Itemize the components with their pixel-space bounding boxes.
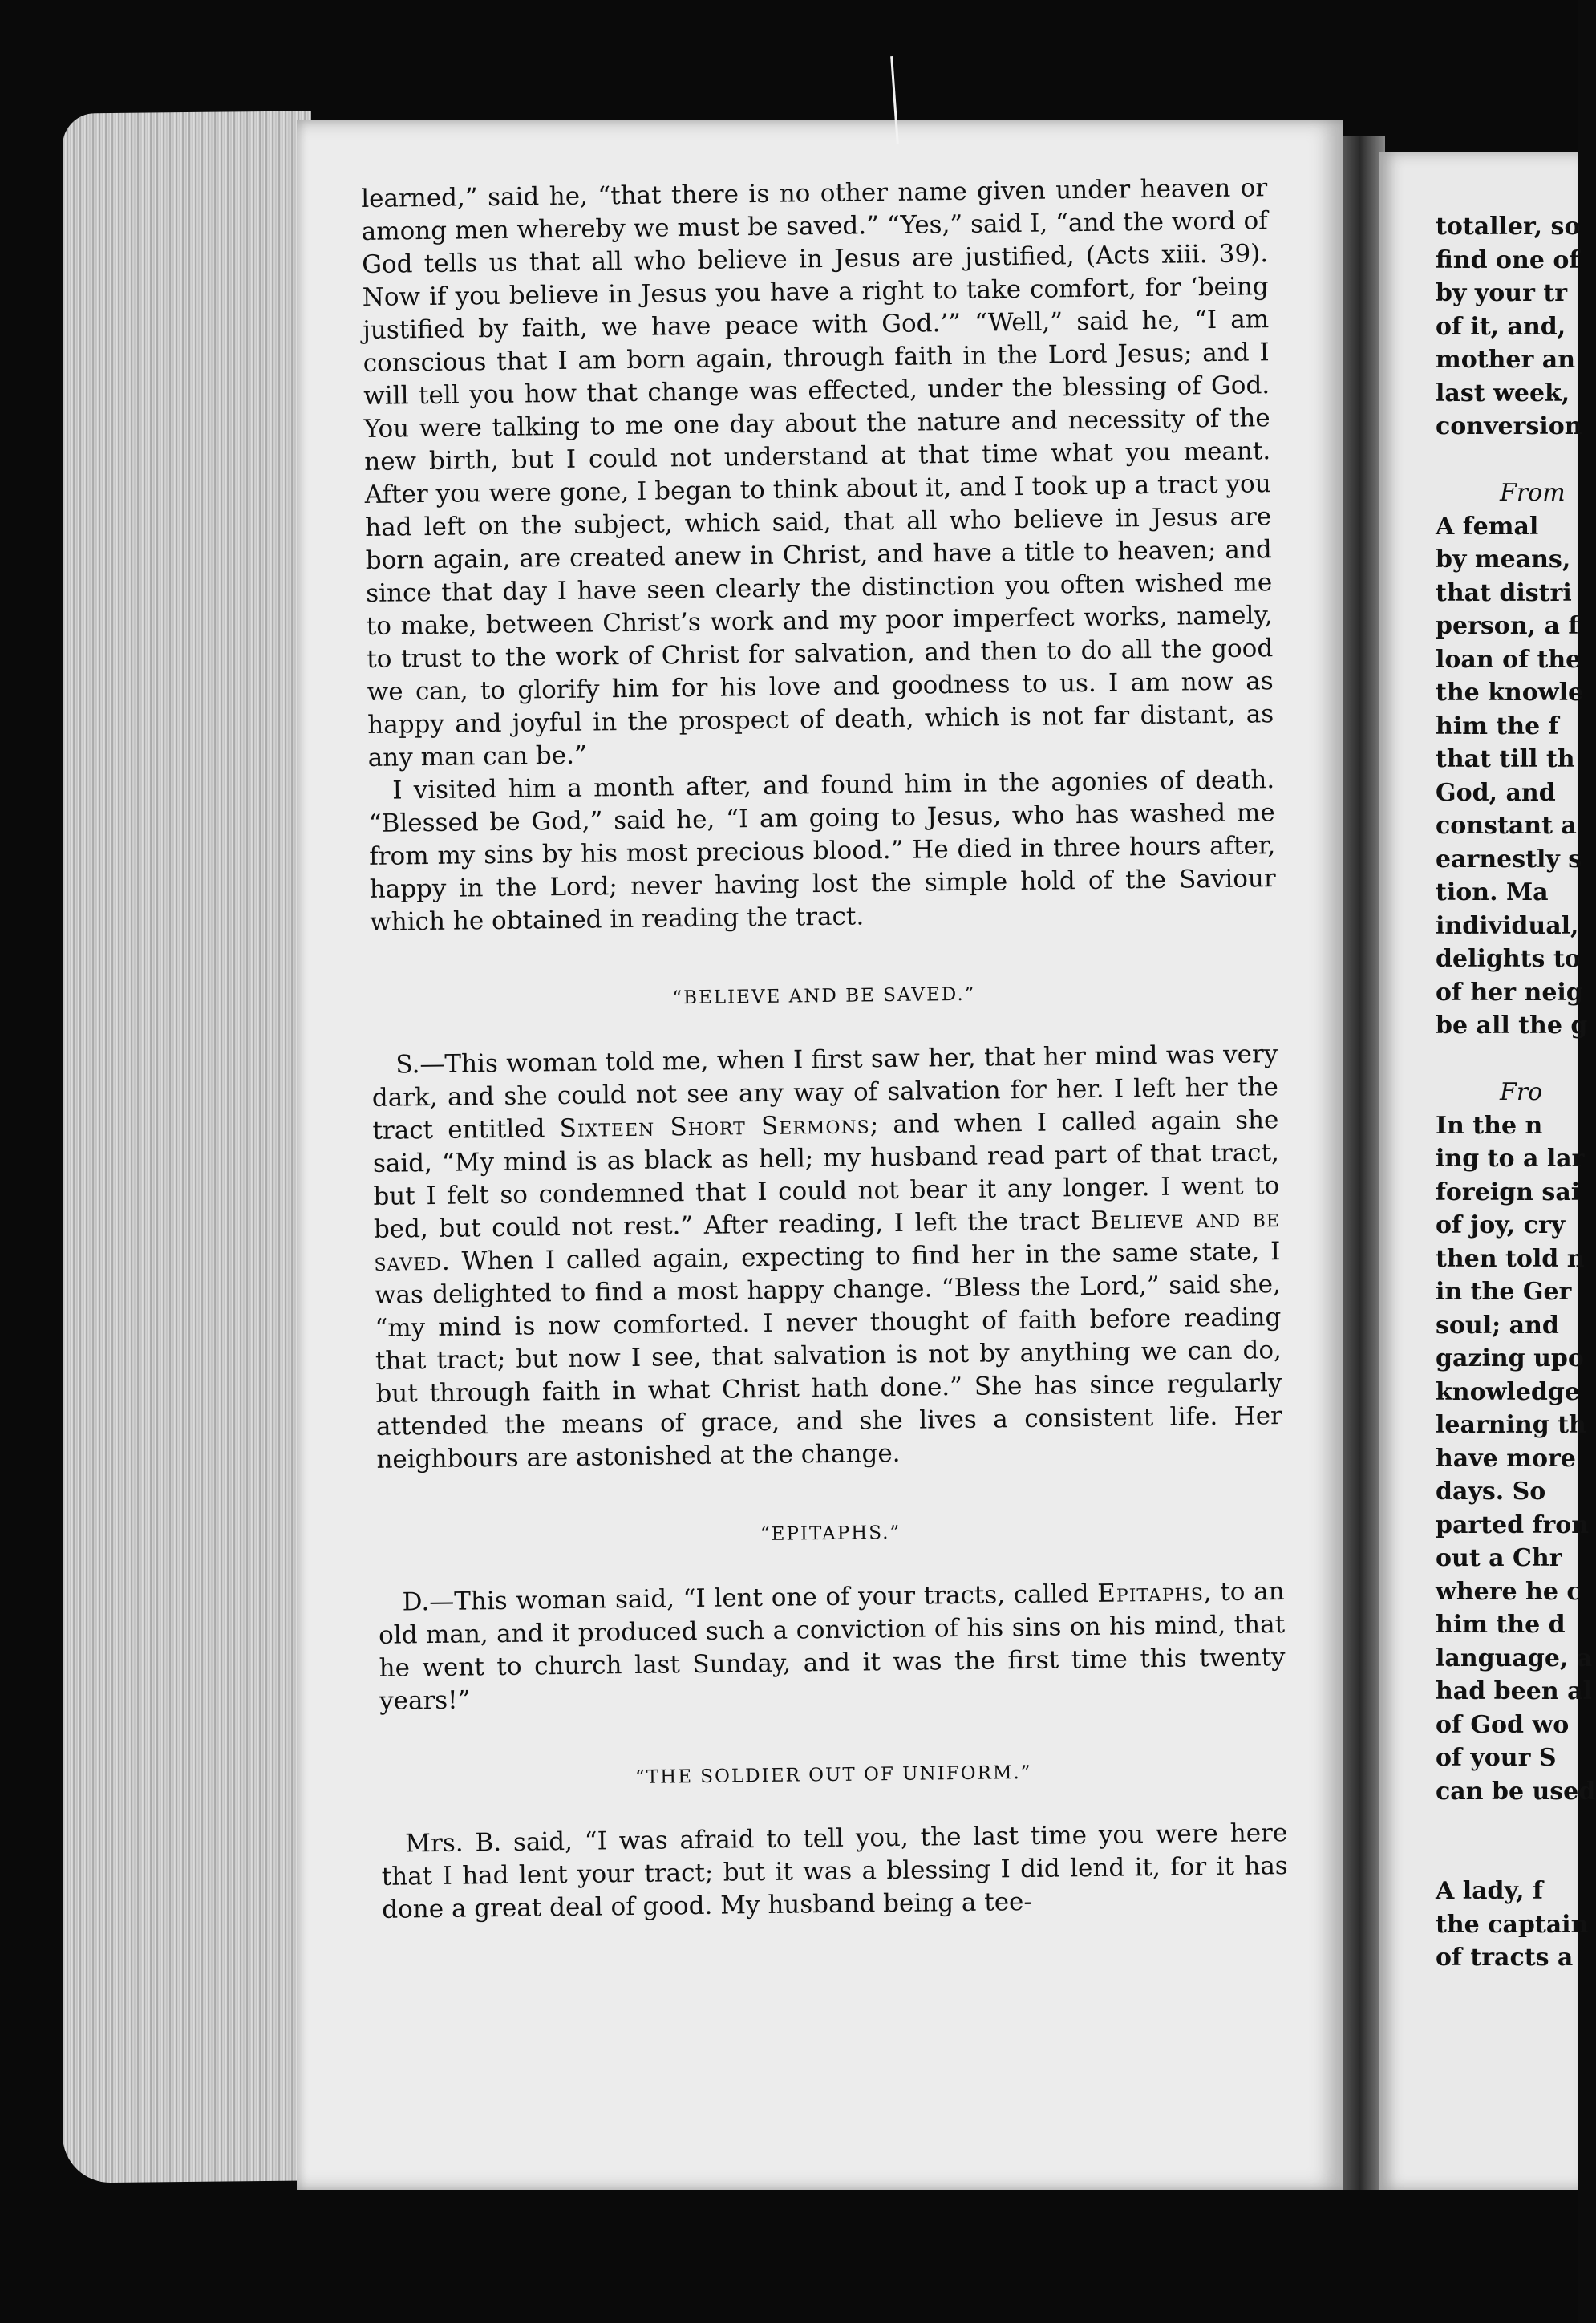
believe-text-2: ; and when I called again she said, “My mind is as black as hell; my husband read part of that tract, but I felt so condemned that I could not bear it any longer. I went to bed, but could not rest.” After reading, I left the tract: [372, 1105, 1280, 1244]
right-page-line: A femal: [1436, 512, 1539, 541]
section-heading-believe: “BELIEVE AND BE SAVED.”: [672, 983, 976, 1009]
right-page-line: mother an: [1436, 346, 1576, 374]
right-page-line: From: [1500, 479, 1566, 507]
right-page-line: where he c: [1436, 1577, 1582, 1606]
right-page-line: have more: [1436, 1444, 1576, 1473]
right-page-line: loan of the: [1436, 645, 1582, 674]
right-page-text: [1436, 210, 1596, 1975]
right-page-line: of tracts a: [1436, 1944, 1574, 1972]
right-page-line: days. So: [1436, 1478, 1546, 1506]
right-page-line: by means,: [1436, 545, 1571, 574]
right-page-line: had been al: [1436, 1677, 1592, 1705]
right-page-line: God, and: [1436, 778, 1556, 807]
right-page-line: constant a: [1436, 812, 1577, 840]
right-page-line: conversion: [1436, 412, 1582, 440]
right-page-line: that till th: [1436, 745, 1575, 773]
right-page-line: of God wo: [1436, 1710, 1570, 1739]
right-page-line: of it, and,: [1436, 312, 1566, 341]
right-page-line: [1436, 444, 1596, 477]
right-page-line: learning th: [1436, 1411, 1586, 1439]
right-page-line: him the f: [1436, 711, 1559, 740]
believe-text-3: When I called again, expecting to find her in the same state, I was delighted to find a most happy change. “Bless the Lord,” said she, “my mind is now comforted. I never thought of faith before reading that tract; but now I see, that salvation is not by anything we can do, but through faith in what Christ hath done.” She has since regularly attended the means of grace, and she lives a consistent life. Her neighbours are astonished at the change.: [374, 1237, 1283, 1474]
epitaphs-text-1: D.—This woman said, “I lent one of your tracts, called: [402, 1579, 1089, 1617]
right-page-line: last week,: [1436, 379, 1570, 407]
right-page-line: find one of: [1436, 245, 1580, 274]
right-page-line: of joy, cry: [1436, 1211, 1566, 1239]
right-page-line: by your tr: [1436, 279, 1568, 307]
right-page-line: the knowle: [1436, 679, 1584, 707]
right-page-line: language, a: [1436, 1644, 1593, 1672]
right-page-line: Fro: [1500, 1078, 1543, 1106]
right-page-line: the captain: [1436, 1910, 1589, 1939]
right-page-line: in the Ger: [1436, 1278, 1572, 1306]
right-page-line: that distri: [1436, 578, 1572, 607]
epitaphs-paragraph: [378, 1575, 1286, 1718]
section-heading-soldier: “THE SOLDIER OUT OF UNIFORM.”: [634, 1762, 1032, 1788]
right-page-line: be all the g: [1436, 1011, 1588, 1040]
believe-text-1: S.—This woman told me, when I first saw her, that her mind was very dark, and she could not see any way of salvation for her. I left her the tract entitled: [371, 1040, 1279, 1145]
right-page-line: [1436, 1043, 1596, 1076]
right-page-line: of your S: [1436, 1744, 1557, 1772]
right-page-line: earnestly s: [1436, 845, 1582, 874]
section-heading-epitaphs: “EPITAPHS.”: [760, 1522, 901, 1546]
right-page-line: delights to: [1436, 945, 1581, 973]
right-page-line: parted fron: [1436, 1510, 1590, 1539]
tract-title-sixteen-short-sermons: Sixteen Short Sermons: [559, 1110, 870, 1144]
book-page-edges: [63, 111, 311, 2183]
right-page-line: A lady, f: [1436, 1877, 1543, 1905]
tract-title-epitaphs: Epitaphs: [1097, 1578, 1205, 1608]
right-page-line: In the n: [1436, 1111, 1543, 1140]
right-page-line: [1436, 1842, 1596, 1875]
left-page-text: [361, 172, 1288, 1927]
right-page-line: foreign sai: [1436, 1178, 1581, 1206]
tract-title-believe-and-be-saved: Believe and be saved.: [374, 1204, 1281, 1277]
believe-paragraph: [371, 1038, 1282, 1477]
right-page-line: him the d: [1436, 1611, 1566, 1639]
right-page-line: person, a f: [1436, 612, 1579, 640]
right-page-line: tion. Ma: [1436, 878, 1549, 906]
right-page-line: then told n: [1436, 1244, 1585, 1273]
right-page-line: individual,: [1436, 911, 1579, 940]
right-page-line: out a Chr: [1436, 1544, 1562, 1572]
right-page-line: [1436, 1808, 1596, 1842]
right-page-line: knowledge: [1436, 1377, 1580, 1406]
right-page-line: ing to a lar: [1436, 1145, 1585, 1173]
right-page-line: gazing upo: [1436, 1344, 1584, 1372]
right-page-line: of her neig: [1436, 978, 1583, 1007]
soldier-paragraph: Mrs. B. said, “I was afraid to tell you, the last time you were here that I had lent your tract; but it was a blessing I did lend it, for it has done a great deal of good. My husband being a tee-: [381, 1818, 1288, 1924]
visit-paragraph: I visited him a month after, and found him in the agonies of death. “Blessed be God,” said he, “I am going to Jesus, who has washed me from my sins by his most precious blood.” He died in three hours after, happy in the Lord; never having lost the simple hold of the Saviour which he obtained in reading the tract.: [368, 765, 1276, 937]
right-page-line: can be used: [1436, 1777, 1596, 1806]
right-page-line: soul; and: [1436, 1311, 1559, 1340]
epitaphs-text-2: , to an old man, and it produced such a conviction of his sins on his mind, that he went to church last Sunday, and it was the first time this twenty years!”: [378, 1577, 1286, 1716]
opening-paragraph: learned,” said he, “that there is no other name given under heaven or among men whereby we must be saved.” “Yes,” said I, “and the word of God tells us that all who believe in Jesus are justified, (Acts xiii. 39). Now if you believe in Jesus you have a right to take comfort, for ‘being justified by faith, we have peace with God.’” “Well,” said he, “I am conscious that I am born again, through faith in the Lord Jesus; and I will tell you how that change was effected, under the blessing of God. You were talking to me one day about the nature and necessity of the new birth, but I could not understand at that time what you meant. After you were gone, I began to think about it, and I took up a tract you had left on the subject, which said, that all who believe in Jesus are born again, are created anew in Christ, and have a title to heaven; and since that day I have seen clearly the distinction you often wished me to make, between Christ’s work and my poor imperfect works, namely, to trust to the work of Christ for salvation, and then to do all the good we can, to glorify him for his love and goodness to us. I am now as happy and joyful in the prospect of death, which is not far distant, as any man can be.”: [361, 173, 1274, 772]
right-page-line: totaller, so: [1436, 213, 1581, 241]
